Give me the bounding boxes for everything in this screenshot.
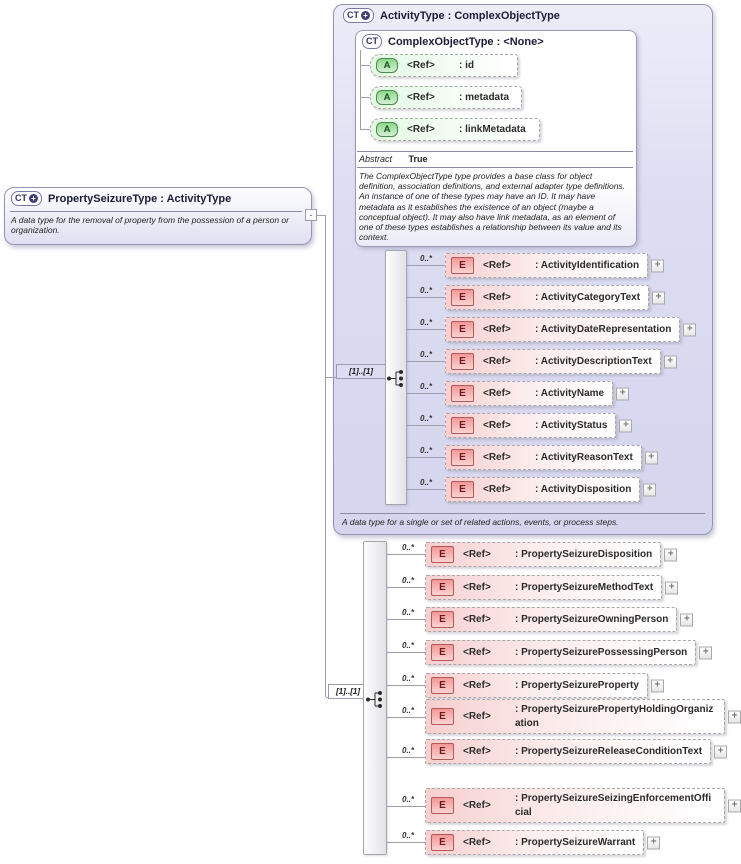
- expand-button[interactable]: +: [714, 745, 727, 758]
- connector-line: [360, 50, 361, 130]
- expand-button[interactable]: +: [616, 387, 629, 400]
- plus-icon: +: [361, 11, 370, 20]
- element-row-propertyseizurepropertyholdingorganization[interactable]: [425, 699, 738, 734]
- element-name: : ActivityName: [535, 387, 605, 399]
- element-name: : PropertySeizureProperty: [515, 679, 639, 691]
- expand-button[interactable]: +: [680, 613, 693, 626]
- element-icon: E: [451, 417, 474, 434]
- attribute-icon: A: [376, 90, 398, 105]
- ref-label: <Ref>: [483, 484, 511, 495]
- divider: [10, 211, 302, 212]
- expand-button[interactable]: +: [699, 646, 712, 659]
- element-row-propertyseizuremethodtext[interactable]: [425, 575, 675, 600]
- connector-line: [407, 489, 445, 490]
- connector-line: [407, 297, 445, 298]
- element-row-activitycategorytext[interactable]: [445, 285, 662, 310]
- cardinality-label: 0..*: [402, 543, 415, 552]
- connector-line: [387, 717, 425, 718]
- cardinality-label: 0..*: [420, 382, 433, 391]
- element-row-activitystatus[interactable]: [445, 413, 629, 438]
- expand-button[interactable]: +: [651, 259, 664, 272]
- complexobjecttype-description: The ComplexObjectType type provides a base class for object definition, association definitions, and external adapter type definitions. An instance of one of these types may have an ID. It may have metadata as it establishes the existence of an object (maybe a conceptual object). It may also have link metadata, as an element of one of these types establishes a relationship between its value and its context.: [359, 171, 626, 243]
- element-name: : ActivityIdentification: [535, 259, 640, 271]
- connector-line: [407, 457, 445, 458]
- element-icon: E: [451, 353, 474, 370]
- divider: [357, 151, 633, 152]
- element-name: : ActivityCategoryText: [535, 291, 641, 303]
- ref-label: <Ref>: [463, 549, 491, 560]
- connector-line: [360, 129, 370, 130]
- expand-button[interactable]: +: [683, 323, 696, 336]
- cardinality-label: 0..*: [420, 318, 433, 327]
- expand-button[interactable]: +: [665, 581, 678, 594]
- element-row-propertyseizurereleaseconditiontext[interactable]: [425, 739, 724, 764]
- element-row-activityreasontext[interactable]: [445, 445, 655, 470]
- attribute-row-linkmetadata[interactable]: [370, 118, 540, 141]
- ref-label: <Ref>: [483, 388, 511, 399]
- occurrence-label: [1]..[1]: [328, 684, 368, 699]
- connector-line: [387, 842, 425, 843]
- connector-line: [387, 652, 425, 653]
- element-row-propertyseizureseizingenforcementofficial[interactable]: [425, 788, 738, 823]
- ref-label: <Ref>: [463, 614, 491, 625]
- element-icon: E: [431, 644, 454, 661]
- cardinality-label: 0..*: [420, 446, 433, 455]
- cardinality-label: 0..*: [402, 706, 415, 715]
- element-name: : PropertySeizureMethodText: [515, 581, 654, 593]
- activitytype-caption: A data type for a single or set of related actions, events, or process steps.: [342, 517, 619, 527]
- sequence-icon: [386, 369, 406, 388]
- propertyseizuretype-description: A data type for the removal of property from the possession of a person or organization.: [11, 215, 289, 236]
- ref-label: <Ref>: [483, 420, 511, 431]
- element-icon: E: [451, 385, 474, 402]
- cardinality-label: 0..*: [402, 641, 415, 650]
- element-row-propertyseizurepossessingperson[interactable]: [425, 640, 709, 665]
- element-icon: E: [451, 321, 474, 338]
- complextype-icon: CT: [362, 34, 382, 49]
- connector-line: [387, 554, 425, 555]
- attribute-name: : linkMetadata: [459, 123, 526, 135]
- ref-label: <Ref>: [407, 60, 435, 71]
- divider: [357, 167, 633, 168]
- connector-line: [387, 806, 425, 807]
- ref-label: <Ref>: [483, 452, 511, 463]
- element-name: : PropertySeizurePossessingPerson: [515, 646, 688, 658]
- expand-button[interactable]: +: [643, 483, 656, 496]
- element-icon: E: [451, 449, 474, 466]
- element-name: : PropertySeizureWarrant: [515, 836, 636, 848]
- occurrence-label: [1]..[1]: [336, 364, 386, 379]
- element-row-propertyseizureowningperson[interactable]: [425, 607, 690, 632]
- expand-button[interactable]: +: [647, 836, 660, 849]
- element-name: : ActivityStatus: [535, 419, 608, 431]
- connector-line: [387, 685, 425, 686]
- element-name: : PropertySeizureDisposition: [515, 548, 653, 560]
- ref-label: <Ref>: [483, 260, 511, 271]
- element-row-propertyseizureproperty[interactable]: [425, 673, 661, 698]
- abstract-value: True: [408, 154, 428, 164]
- element-row-activitydescriptiontext[interactable]: [445, 349, 674, 374]
- cardinality-label: 0..*: [420, 254, 433, 263]
- ref-label: <Ref>: [407, 124, 435, 135]
- cardinality-label: 0..*: [402, 576, 415, 585]
- element-icon: E: [431, 708, 454, 725]
- element-name: : PropertySeizureSeizingEnforcementOfficial: [515, 793, 712, 818]
- element-name: : PropertySeizureOwningPerson: [515, 613, 669, 625]
- cardinality-label: 0..*: [420, 414, 433, 423]
- element-icon: E: [431, 579, 454, 596]
- activitytype-header: [343, 8, 560, 23]
- complexobjecttype-title: ComplexObjectType : <None>: [388, 35, 544, 48]
- element-icon: E: [431, 743, 454, 760]
- complextype-icon: CT +: [343, 8, 374, 23]
- attribute-name: : id: [459, 59, 474, 71]
- expand-button[interactable]: +: [728, 799, 741, 812]
- complextype-icon: CT +: [11, 191, 42, 206]
- abstract-row: [359, 154, 428, 164]
- attribute-row-id[interactable]: [370, 54, 518, 77]
- attribute-name: : metadata: [459, 91, 510, 103]
- complexobjecttype-header: [362, 34, 544, 49]
- propertyseizuretype-title: PropertySeizureType : ActivityType: [48, 192, 232, 205]
- abstract-label: Abstract: [359, 154, 393, 164]
- cardinality-label: 0..*: [402, 608, 415, 617]
- cardinality-label: 0..*: [402, 746, 415, 755]
- connector-line: [360, 65, 370, 66]
- expand-button[interactable]: +: [652, 291, 665, 304]
- element-row-propertyseizuredisposition[interactable]: [425, 542, 674, 567]
- cardinality-label: 0..*: [420, 350, 433, 359]
- element-icon: E: [451, 257, 474, 274]
- element-icon: E: [431, 677, 454, 694]
- element-icon: E: [451, 481, 474, 498]
- element-name: : ActivityDisposition: [535, 483, 632, 495]
- expand-button[interactable]: +: [728, 710, 741, 723]
- expand-button[interactable]: +: [645, 451, 658, 464]
- ref-label: <Ref>: [483, 292, 511, 303]
- connector-line: [325, 215, 326, 697]
- connector-line: [407, 393, 445, 394]
- connector-line: [407, 361, 445, 362]
- ref-label: <Ref>: [463, 837, 491, 848]
- element-name: : ActivityDateRepresentation: [535, 323, 672, 335]
- connector-line: [407, 265, 445, 266]
- cardinality-label: 0..*: [402, 831, 415, 840]
- cardinality-label: 0..*: [402, 795, 415, 804]
- element-row-activityidentification[interactable]: [445, 253, 661, 278]
- divider: [340, 513, 705, 514]
- ref-label: <Ref>: [463, 711, 491, 722]
- connector-line: [387, 587, 425, 588]
- element-row-activitydaterepresentation[interactable]: [445, 317, 693, 342]
- ref-label: <Ref>: [463, 647, 491, 658]
- element-name: : ActivityDescriptionText: [535, 355, 652, 367]
- attribute-icon: A: [376, 58, 398, 73]
- expand-button[interactable]: +: [619, 419, 632, 432]
- element-row-propertyseizurewarrant[interactable]: [425, 830, 657, 855]
- element-icon: E: [431, 611, 454, 628]
- propertyseizuretype-header: [11, 191, 231, 206]
- collapse-button[interactable]: -: [305, 209, 317, 221]
- activitytype-title: ActivityType : ComplexObjectType: [380, 9, 560, 22]
- connector-line: [387, 757, 425, 758]
- cardinality-label: 0..*: [402, 674, 415, 683]
- connector-line: [407, 425, 445, 426]
- attribute-row-metadata[interactable]: [370, 86, 522, 109]
- ref-label: <Ref>: [463, 582, 491, 593]
- element-name: : ActivityReasonText: [535, 451, 633, 463]
- ref-label: <Ref>: [463, 800, 491, 811]
- element-icon: E: [431, 797, 454, 814]
- ref-label: <Ref>: [483, 324, 511, 335]
- element-icon: E: [451, 289, 474, 306]
- element-icon: E: [431, 834, 454, 851]
- connector-line: [407, 329, 445, 330]
- attribute-icon: A: [376, 122, 398, 137]
- element-name: : PropertySeizurePropertyHoldingOrganization: [515, 704, 714, 729]
- element-row-activitydisposition[interactable]: [445, 477, 653, 502]
- cardinality-label: 0..*: [420, 286, 433, 295]
- element-name: : PropertySeizureReleaseConditionText: [515, 745, 703, 757]
- cardinality-label: 0..*: [420, 478, 433, 487]
- ref-label: <Ref>: [483, 356, 511, 367]
- ref-label: <Ref>: [463, 746, 491, 757]
- element-icon: E: [431, 546, 454, 563]
- ref-label: <Ref>: [463, 680, 491, 691]
- plus-icon: +: [29, 194, 38, 203]
- sequence-icon: [365, 690, 385, 709]
- connector-line: [360, 97, 370, 98]
- ref-label: <Ref>: [407, 92, 435, 103]
- element-row-activityname[interactable]: [445, 381, 626, 406]
- expand-button[interactable]: +: [651, 679, 664, 692]
- expand-button[interactable]: +: [664, 355, 677, 368]
- expand-button[interactable]: +: [664, 548, 677, 561]
- connector-line: [387, 619, 425, 620]
